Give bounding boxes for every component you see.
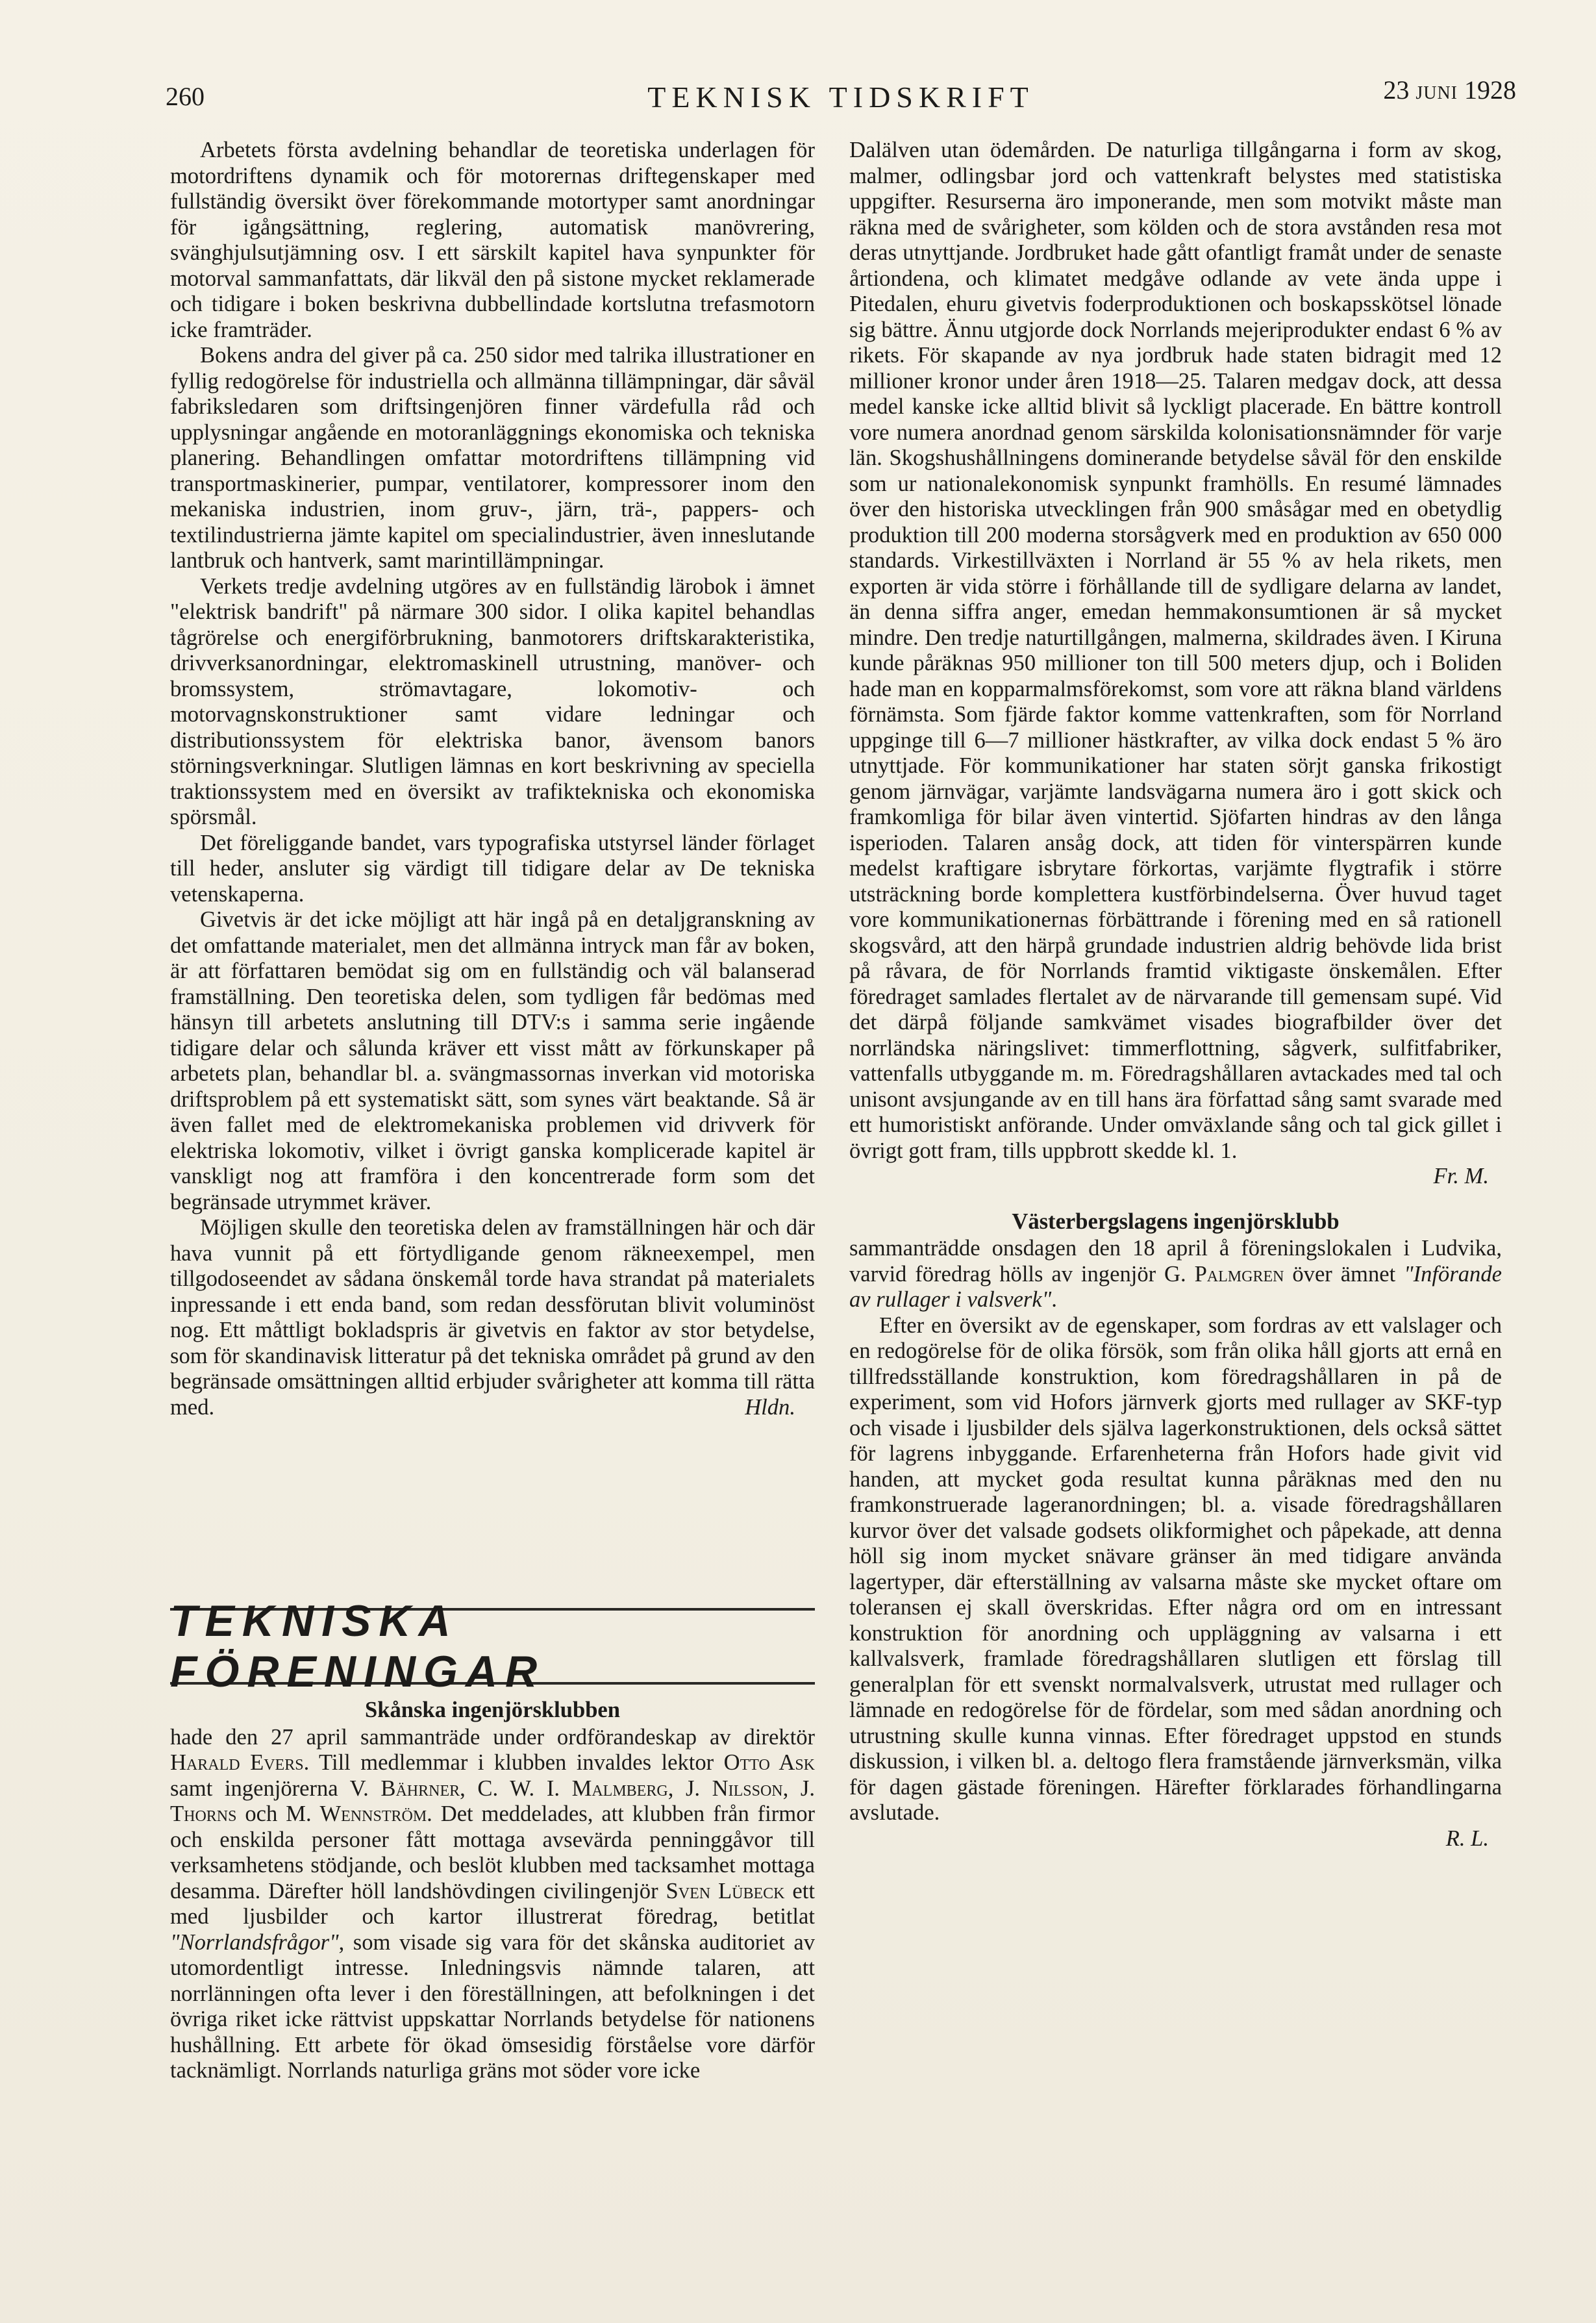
talk-title: "Införande av rullager i valsverk" bbox=[849, 1261, 1502, 1312]
person-name: Bährner bbox=[380, 1776, 460, 1801]
review-paragraph: Det föreliggande bandet, vars typografiska utstyrsel länder förlaget till heder, ansluter sig värdigt till tidigare delar av De tekniska vetenskaperna. bbox=[170, 830, 815, 907]
club-intro: sammanträdde onsdagen den 18 april å föreningslokalen i Ludvika, varvid föredrag hölls av ingenjör G. Palmgren över ämnet "Införande av rullager i valsverk". bbox=[849, 1236, 1502, 1312]
person-name: Harald Evers bbox=[170, 1750, 304, 1775]
person-name: Nilsson bbox=[712, 1776, 783, 1801]
review-paragraph bbox=[170, 1215, 815, 1420]
person-name: Palmgren bbox=[1194, 1261, 1284, 1287]
club-report: Efter en översikt av de egenskaper, som fordras av ett valslager och en redogörelse för de olika försök, som från olika håll gjorts att ernå en tillfredsställande konstruktion, kom föredragshållaren in på de experiment, som vid Hofors järnverk gjorts med rullager av SKF-typ och visade i ljusbilder dels själva lagerkonstruktionen, dels också sättet för lagrens inbyggande. Erfarenheterna från Hofors hade givit vid handen, att mycket goda resultat kunna påräknas med den nu framkonstruerade lageranordningen; bl. a. visade föredragshållaren kurvor över det valsade godsets olikformighet och påpekade, att denna höll sig inom mycket snävare gränser än med tidigare använda lagertyper, där efterställning av valsarna måste ske mycket oftare om toleransen ej skall överskridas. Efter några ord om en intressant konstruktion för anordning och uppläggning av valsarna i ett kallvalsverk, framlade föredragshållaren slutligen ett förslag till generalplan för ett svenskt normalvalsverk, utrustat med rullager och lämnade en redogörelse för de fördelar, som med sådan anordning och utrustning skulle kunna vinnas. Efter föredraget uppstod en stunds diskussion, i vilken bl. a. deltogo flera framstående järnverksmän, vilka för dagen gästade föreningen. Härefter förklarades förhandlingarna avslutade. bbox=[849, 1312, 1502, 1825]
section-heading-band bbox=[170, 1596, 815, 1696]
review-paragraph: Givetvis är det icke möjligt att här ingå på en detaljgranskning av det omfattande materialet, men det allmänna intryck man får av boken, är att författaren bemödat sig om en fullständig och väl balanserad framställning. Den teoretiska delen, som tydligen får bedömas med hänsyn till arbetets anslutning till DTV:s i samma serie ingående tidigare delar och sålunda kräver ett visst mått av förkunskaper på arbetets plan, behandlar bl. a. svängmassornas inverkan vid motoriska driftsproblem på ett systematiskt sätt, som synes värt beaktande. Så är även fallet med de elektromekaniska problemen vid drivverk för elektriska lokomotiv, vilket i övrigt ganska komplicerade kapitel är vanskligt nog att framföra i den koncentrerade form som det begränsade utrymmet kräver. bbox=[170, 907, 815, 1214]
person-name: Thorns bbox=[170, 1802, 237, 1826]
issue-date bbox=[1383, 75, 1516, 105]
review-paragraph: Bokens andra del giver på ca. 250 sidor med talrika illustrationer en fyllig redogörelse för industriella och allmänna tillämpningar, där såväl fabriksledaren som driftsingenjören finner värdefulla råd och upplysningar angående en motoranläggnings ekonomiska och tekniska planering. Behandlingen omfattar motordriftens tillämpning vid transportmaskinerier, pumpar, ventilatorer, kompressorer inom den mekaniska industrien, inom gruv-, järn, trä-, pappers- och textilindustrierna jämte kapitel om specialindustrier, även inneslutande lantbruk och hantverk, samt marintillämpningar. bbox=[170, 343, 815, 573]
review-signature: Hldn. bbox=[745, 1394, 795, 1420]
page-header bbox=[166, 68, 1516, 114]
journal-title: TEKNISK TIDSKRIFT bbox=[647, 81, 1034, 114]
date-year: 1928 bbox=[1464, 75, 1516, 105]
review-paragraph: Arbetets första avdelning behandlar de teoretiska underlagen för motordriftens dynamik och för motorernas driftegenskaper med fullständig översikt över förekommande motortyper samt anordningar för igångsättning, reglering, automatisk manövrering, svänghjulsutjämning osv. I ett särskilt kapitel hava synpunkter för motorval sammanfattats, där likväl den på sistone mycket reklamerade och tidigare i boken beskrivna dubbellindade kortslutna trefasmotorn icke framträder. bbox=[170, 138, 815, 342]
date-month: JUNI bbox=[1415, 83, 1458, 103]
review-paragraph: Verkets tredje avdelning utgöres av en fullständig lärobok i ämnet "elektrisk bandrift" på närmare 300 sidor. I olika kapitel behandlas tågrörelse och energiförbrukning, banmotorers driftskarakteristika, drivverksanordningar, elektromaskinell utrustning, manöver- och bromssystem, strömavtagare, lokomotiv- och motorvagnskonstruktioner samt vidare ledningar och distributionssystem för elektriska banor, ävensom banors störningsverkningar. Slutligen lämnas en kort beskrivning av speciella traktionssystem med en översikt av trafiktekniska och ekonomiska spörsmål. bbox=[170, 573, 815, 829]
review-paragraph-text: Möjligen skulle den teoretiska delen av framställningen här och där hava vunnit på ett förtydligande genom räkneexempel, men tillgodoseendet av sådana önskemål torde hava strandat på materialets inpressande i ett enda band, som redan dessförutan blivit voluminöst nog. Ett måttligt bokladspris är givetvis en faktor av stor betydelse, som för skandinavisk litteratur på det tekniska området på grund av den begränsade omsättningen alltid erbjuder svårigheter att komma till rätta med. bbox=[170, 1215, 815, 1420]
person-name: Sven Lübeck bbox=[666, 1878, 785, 1903]
person-name: Malmberg bbox=[571, 1776, 668, 1801]
left-column-review bbox=[170, 138, 815, 1420]
right-column bbox=[849, 138, 1502, 1852]
report-signature: Fr. M. bbox=[1433, 1164, 1489, 1188]
club-heading: Västerbergslagens ingenjörsklubb bbox=[1012, 1209, 1340, 1234]
report-signature: R. L. bbox=[1445, 1826, 1489, 1851]
left-column-club bbox=[170, 1698, 815, 2084]
section-title: TEKNISKA FÖRENINGAR bbox=[170, 1596, 545, 1696]
club-heading: Skånska ingenjörsklubben bbox=[364, 1698, 621, 1722]
date-day: 23 bbox=[1383, 75, 1410, 105]
person-name: Wennström bbox=[319, 1802, 427, 1826]
page-number: 260 bbox=[166, 82, 205, 111]
club-report: hade den 27 april sammanträde under ordförandeskap av direktör Harald Evers. Till medlemmar i klubben invaldes lektor Otto Ask samt ingenjörerna V. Bährner, C. W. I. Malmberg, J. Nilsson, J. Thorns och M. Wennström. Det meddelades, att klubben från firmor och enskilda personer fått mottaga avsevärda penninggåvor till verksamhetens stödjande, och beslöt klubben med tacksamhet mottaga desamma. Därefter höll landshövdingen civilingenjör Sven Lübeck ett med ljusbilder och kartor illustrerat föredrag, betitlat "Norrlandsfrågor", som visade sig vara för det skånska auditoriet av utomordentligt intresse. Inledningsvis nämnde talaren, att norrlänningen ofta lever i den föreställningen, att befolkningen i det övriga riket icke rättvist uppskattar Norrlands betydelse för nationens hushållning. Ett arbete för ökad ömsesidig förståelse vore därför tacknämligt. Norrlands naturliga gräns mot söder vore icke bbox=[170, 1724, 816, 2083]
club-report-continued: Dalälven utan ödemården. De naturliga tillgångarna i form av skog, malmer, odlingsbar jord och vattenkraft belystes med statistiska uppgifter. Resurserna äro imponerande, men som motvikt måste man räkna med de svårigheter, som kölden och de stora avstånden resa mot deras utnyttjande. Jordbruket hade gått ofantligt framåt under de senaste årtiondena, och klimatet medgåve odlande av vete ända uppe i Pitedalen, ehuru givetvis foderproduktionen och boskapsskötsel lönade sig bättre. Ännu utgjorde dock Norrlands mejeriprodukter endast 6 % av rikets. För skapande av nya jordbruk hade staten bidragit med 12 millioner kronor under åren 1918—25. Talaren medgav dock, att dessa medel kanske icke alltid blivit så lyckligt placerade. En bättre kontroll vore numera anordnad genom särskilda kolonisationsnämnder för varje län. Skogshushållningens dominerande betydelse såväl för den enskilde som ur nationalekonomisk synpunkt framhölls. En resumé lämnades över den historiska utvecklingen från 900 småsågar med en obetydlig produktion till 200 moderna storsågverk med en produktion av 650 000 standards. Virkestillväxten i Norrland är 55 % av hela rikets, men exporten är vida större i förhållande till de sydligare delarna av landet, än denna siffra anger, emedan hemmakonsumtionen är så mycket mindre. Den tredje naturtillgången, malmerna, skildrades även. I Kiruna kunde påräknas 950 millioner ton till 500 meters djup, och i Boliden hade man en kopparmalmsförekomst, som vore att räkna bland världens förnämsta. Som fjärde faktor komme vattenkraften, som för Norrland uppginge till 6—7 millioner hästkrafter, av vilka dock endast 5 % äro utnyttjade. För kommunikationer har staten sörjt ganska frikostigt genom järnvägar, varjämte landsvägarna numera äro i gott skick och framkomliga för bilar även vintertid. Sjöfarten hindras av den långa isperioden. Talaren ansåg dock, att tiden för vinterspärren kunde medelst kraftigare isbrytare förkortas, varjämte flygtrafik i större utsträckning borde komplettera kustförbindelserna. Över huvud taget vore kommunikationernas förbättrande i förening med en så rationell skogsvård, att den härpå grundade industrien aldrig behövde lida brist på råvara, de för Norrlands framtid viktigaste önskemålen. Efter föredraget samlades flertalet av de närvarande till gemensam supé. Vid det därpå följande samkvämet visades biografbilder över det norrländska näringslivet: timmerflottning, sågverk, sulfitfabriker, vattenfalls utbyggande m. m. Föredragshållaren avtackades med tal och unisont avsjungande av en till hans ära författad sång samt svarade med ett humoristiskt anförande. Under omväxlande sång och tal gick gillet i övrigt gott fram, tills uppbrott skedde kl. 1. bbox=[849, 138, 1502, 1163]
talk-title: "Norrlandsfrågor" bbox=[170, 1929, 339, 1955]
person-name: Otto Ask bbox=[723, 1750, 816, 1775]
